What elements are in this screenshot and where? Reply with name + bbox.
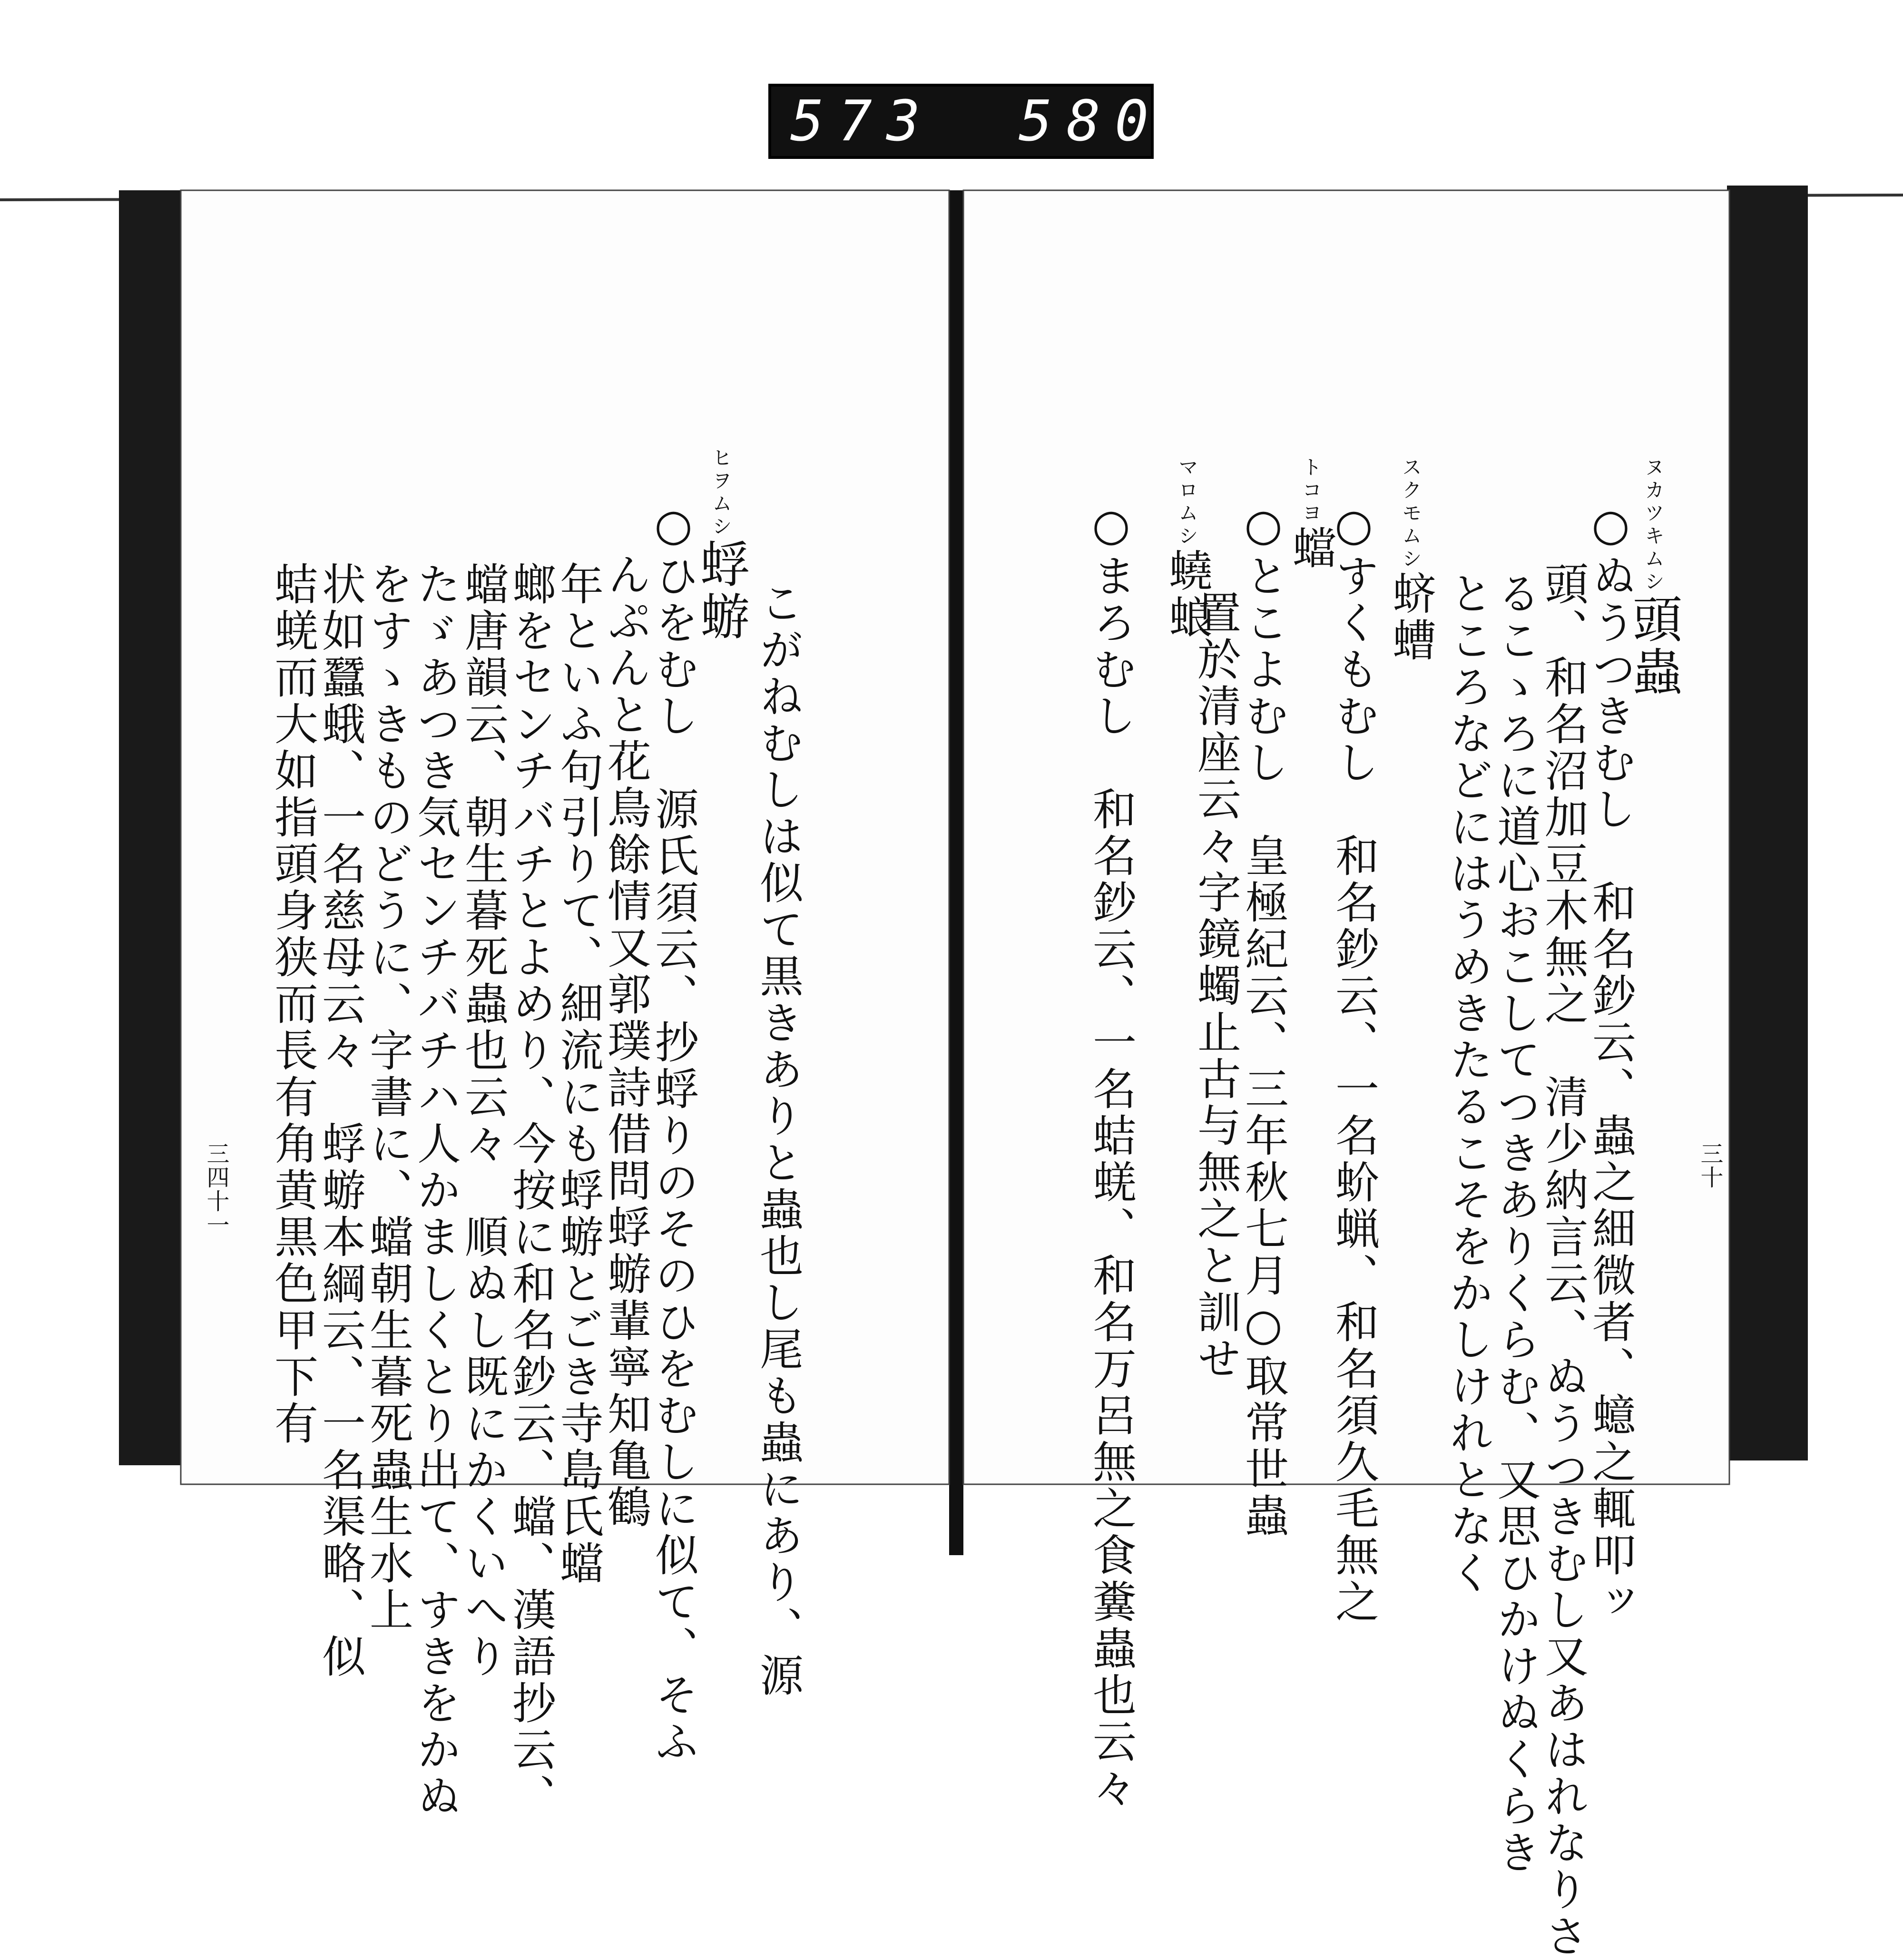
left-col-7: をすゝきものどうに、字書に、蟷朝生暮死蟲生水上	[363, 561, 413, 1634]
left-col-6: たゞあつき気センチバチハ人かましくとり出て、すきをかぬ	[410, 561, 461, 1820]
left-col-4: 螂をセンチバチとよめり、今按に和名鈔云、蟷、漢語抄云、	[505, 561, 556, 1820]
left-heading-ruby: ヒヲムシ	[709, 447, 733, 539]
right-col-4: ところなどにはうめきたるこそをかしけれとなく	[1442, 571, 1493, 1597]
archive-number-plate	[768, 84, 1163, 159]
left-heading	[692, 447, 750, 643]
entry2-col-1: ○すくもむし 和名鈔云、一名蚧蝋、和名須久毛無之	[1328, 500, 1379, 1626]
entry3-col-1: ○とこよむし 皇極紀云、三年秋七月○取常世蟲	[1238, 500, 1289, 1539]
entry2-heading-ruby: スクモムシ	[1399, 457, 1422, 571]
left-col-8: 状如蠶蛾、一名慈母云々 蜉蝣本綱云、一名渠略、似	[315, 561, 366, 1680]
left-col-2: んぷんと花鳥餘情又郭璞詩借問蜉蝣輩寧知亀鶴	[600, 552, 651, 1531]
right-col-1: ○ぬうつきむし 和名鈔云、蟲之細微者、䗷之輒叩ッ	[1585, 500, 1636, 1626]
plate-right-number: 580	[1019, 88, 1163, 154]
left-page	[190, 190, 952, 1820]
left-col-5: 蟷唐韻云、朝生暮死蟲也云々 順ぬし既にかくいへり	[458, 561, 509, 1680]
right-folio: 三十	[1697, 1142, 1723, 1189]
left-folio: 三四十一	[203, 1142, 229, 1237]
entry4-col-1: ○まろむし 和名鈔云、一名蛣蜣、和名万呂無之食糞蟲也云々	[1086, 500, 1137, 1812]
entry4-heading	[1161, 457, 1213, 641]
left-top-col: こがねむしは似て黒きありと蟲也し尾も蟲にあり、源	[753, 580, 804, 1699]
right-heading-text: 頭蟲	[1624, 594, 1682, 698]
entry3-heading	[1285, 457, 1337, 572]
left-col-3: 年といふ句引りて、細流にも蜉蝣とごき寺島氏蟷	[553, 561, 604, 1587]
left-col-9: 蛣蜣而大如指頭身狭而長有角黄黒色甲下有	[267, 561, 318, 1447]
entry2-heading-text: 蛴螬	[1385, 571, 1436, 664]
right-page	[966, 190, 1723, 1960]
right-col-3: るこゝろに道心おこしてつきありくらむ、又思ひかけぬくらき	[1490, 571, 1541, 1876]
right-heading-ruby: ヌカツキムシ	[1642, 457, 1665, 594]
entry3-heading-text: 蟷	[1285, 525, 1336, 572]
plate-left-number: 573	[790, 88, 935, 154]
entry3-heading-ruby: トコヨ	[1299, 457, 1323, 525]
entry4-heading-ruby: マロムシ	[1176, 457, 1199, 548]
left-col-1: ○ひをむし 源氏須云、抄蜉りのそのひをむしに似て、そふ	[648, 500, 699, 1765]
entry2-heading	[1384, 457, 1437, 664]
right-col-2: 頭、和名沼加豆木無之 清少納言云、ぬうつきむし又あはれなりさ	[1538, 561, 1589, 1960]
entry4-heading-text: 蟯蜋	[1162, 548, 1213, 641]
left-heading-text: 蜉蝣	[692, 539, 750, 643]
entry3-col-2: 置於清座云々字鏡蠋止古与無之と訓せ	[1190, 590, 1241, 1382]
